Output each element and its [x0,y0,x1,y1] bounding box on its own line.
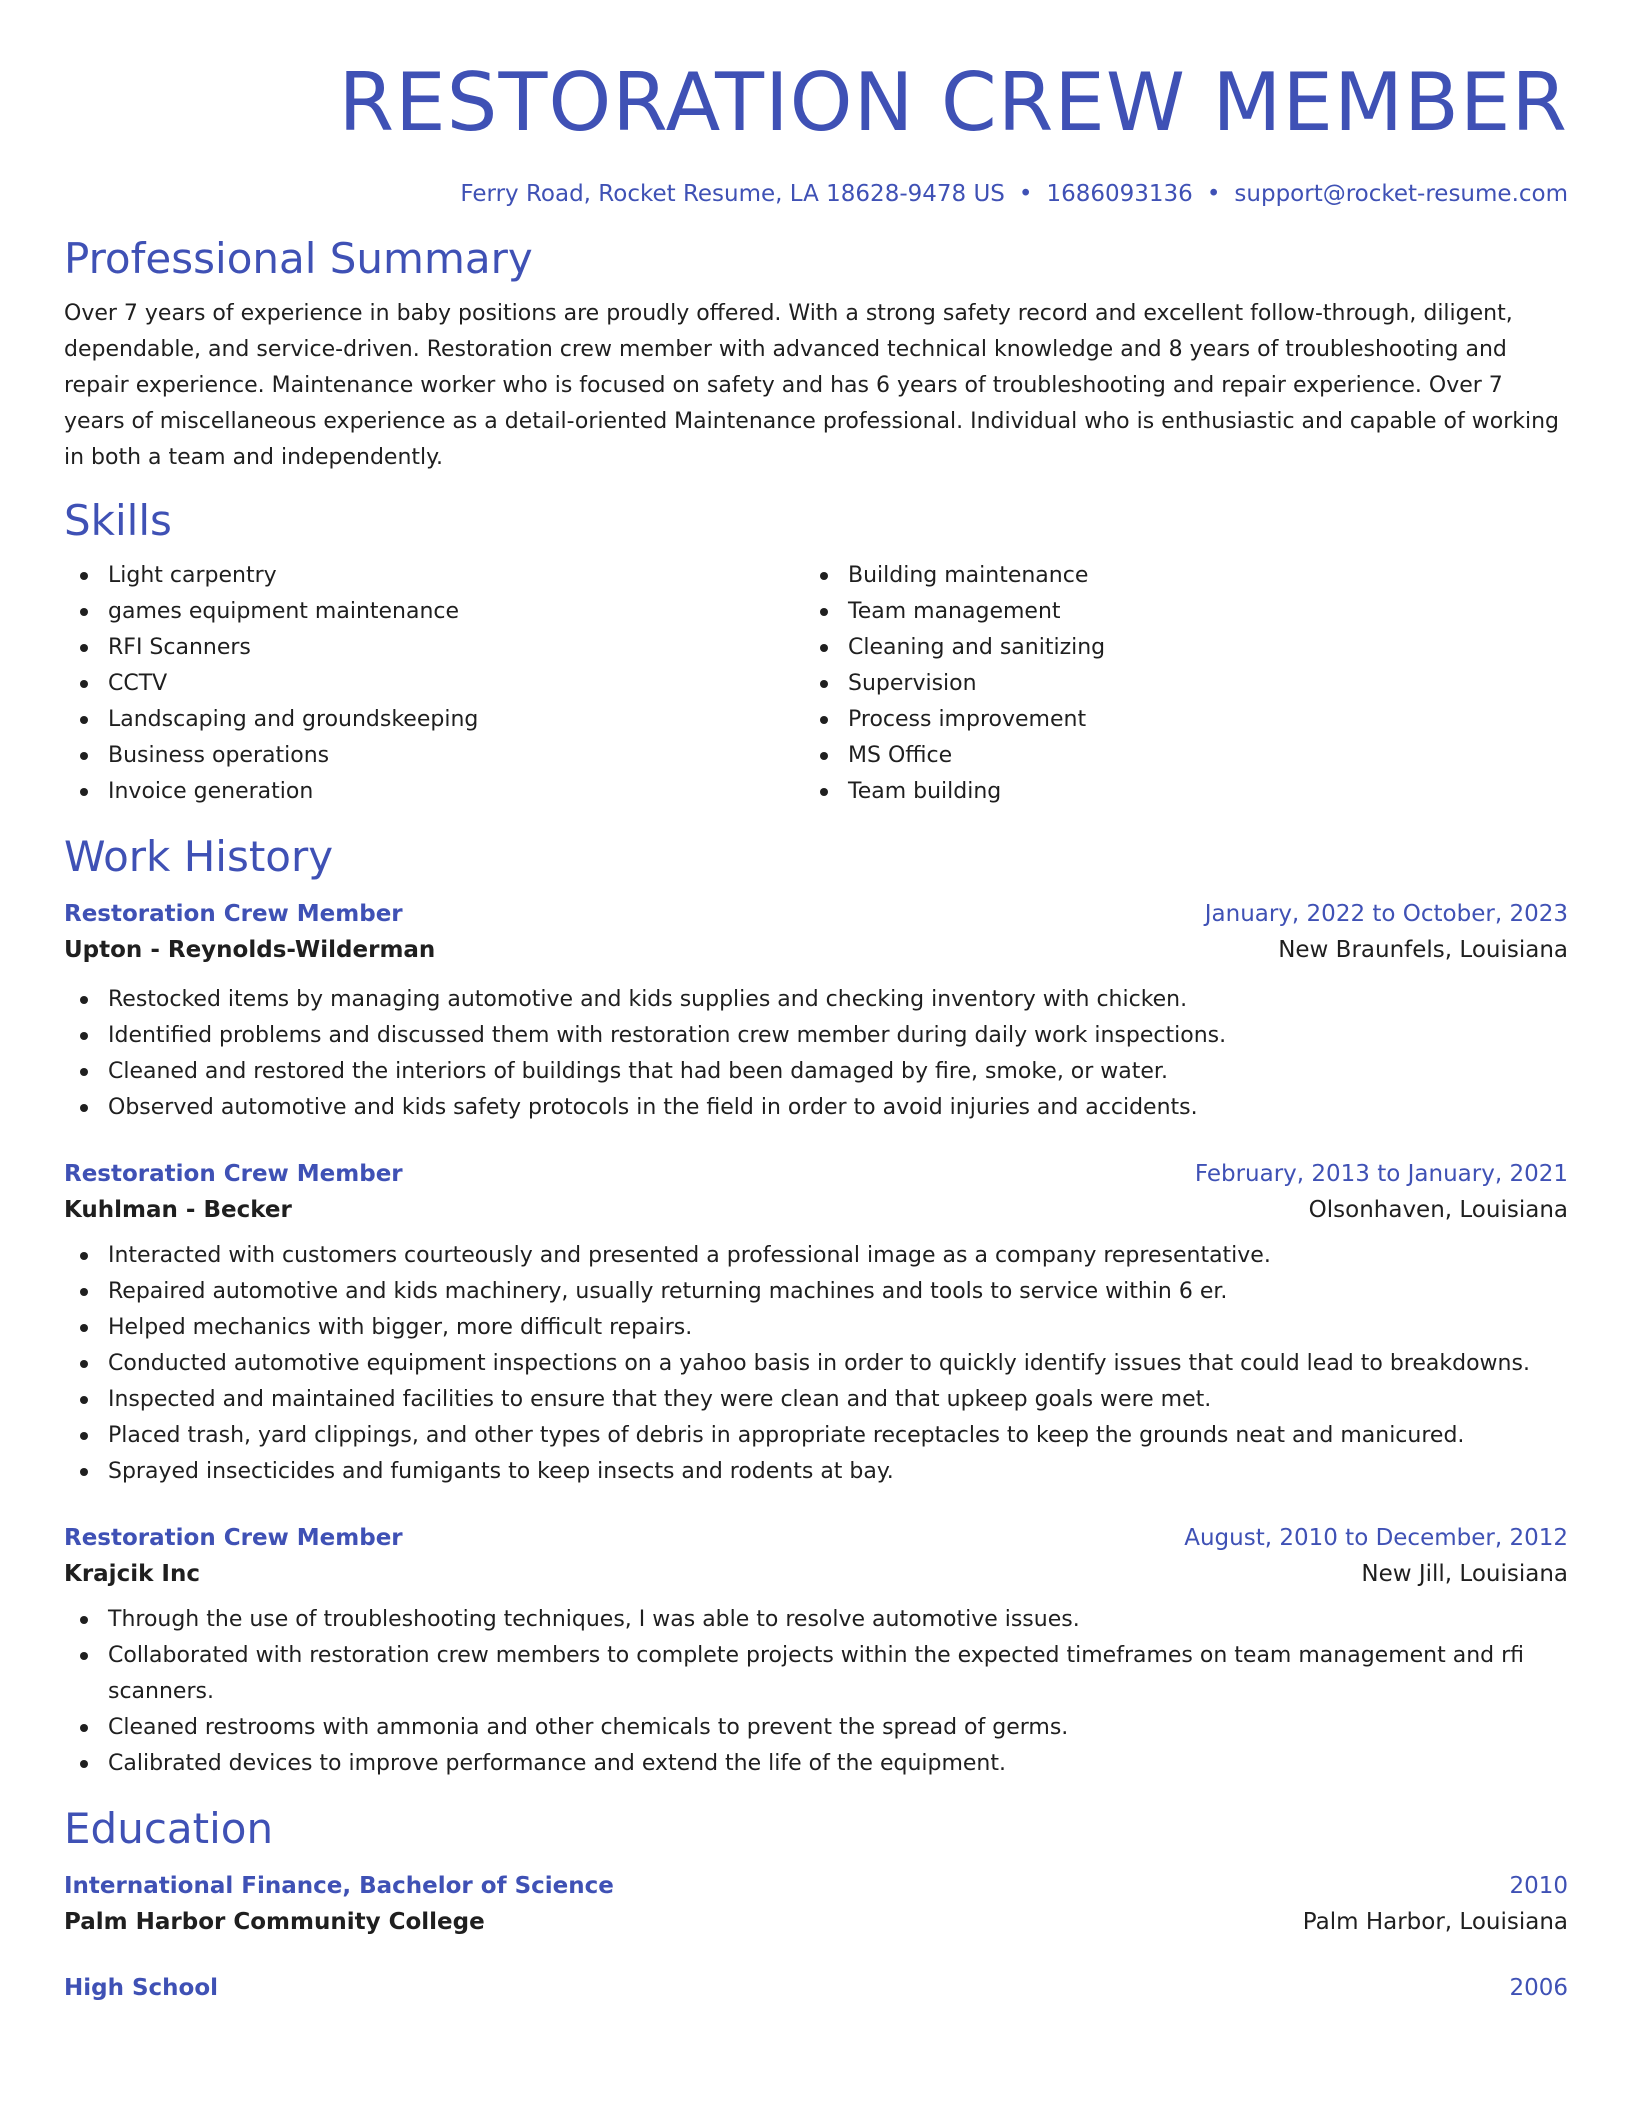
job-bullets [64,1602,1568,1782]
summary-section [64,232,1568,476]
skill-item: Cleaning and sanitizing [804,630,1544,666]
job-bullet: Cleaned and restored the interiors of buildings that had been damaged by fire, smoke, or water. [64,1054,1568,1090]
job-title: Restoration Crew Member [64,901,403,927]
contact-separator: • [1206,181,1221,207]
skills-left-column [64,558,804,810]
job-dates: August, 2010 to December, 2012 [1184,1525,1568,1551]
skills-right-column [804,558,1544,810]
skill-item: Invoice generation [64,774,804,810]
job-dates: January, 2022 to October, 2023 [1204,901,1568,927]
job-bullet: Repaired automotive and kids machinery, usually returning machines and tools to service within 6 er. [64,1274,1568,1310]
job-location: New Jill, Louisiana [1361,1561,1568,1587]
contact-email: support@rocket-resume.com [1234,181,1568,207]
job-header [64,896,1568,932]
job-company: Upton - Reynolds-Wilderman [64,937,436,963]
skill-item: Business operations [64,738,804,774]
skills-heading: Skills [64,496,172,545]
job-header [64,1156,1568,1192]
education-header [64,1970,1568,2006]
skill-item: Landscaping and groundskeeping [64,702,804,738]
education-location: Palm Harbor, Louisiana [1302,1909,1568,1935]
job-dates: February, 2013 to January, 2021 [1194,1161,1568,1187]
education-degree: International Finance, Bachelor of Science [64,1873,614,1899]
job-bullet: Placed trash, yard clippings, and other types of debris in appropriate receptacles to keep the grounds neat and manicured. [64,1418,1568,1454]
job-entry [64,1520,1568,1782]
job-header [64,1520,1568,1556]
contact-phone: 1686093136 [1046,181,1193,207]
education-heading: Education [64,1804,274,1853]
education-school: Palm Harbor Community College [64,1909,485,1935]
job-bullet: Helped mechanics with bigger, more difficult repairs. [64,1310,1568,1346]
job-company: Kuhlman - Becker [64,1197,292,1223]
job-company: Krajcik Inc [64,1561,200,1587]
job-bullet: Inspected and maintained facilities to ensure that they were clean and that upkeep goals were met. [64,1382,1568,1418]
job-title: Restoration Crew Member [64,1525,403,1551]
skill-item: Building maintenance [804,558,1544,594]
skill-item: Light carpentry [64,558,804,594]
job-subheader [64,1556,1568,1592]
job-location: Olsonhaven, Louisiana [1308,1197,1568,1223]
summary-text: Over 7 years of experience in baby positions are proudly offered. With a strong safety record and excellent follow-through, diligent, dependable, and service-driven. Restoration crew member with advanced technical knowledge and 8 years of troubleshooting and repair experience. Maintenance worker who is focused on safety and has 6 years of troubleshooting and repair experience. Over 7 years of miscellaneous experience as a detail-oriented Maintenance professional. Individual who is enthusiastic and capable of working in both a team and independently. [64,301,1560,470]
resume-title: RESTORATION CREW MEMBER [338,56,1568,149]
education-header [64,1868,1568,1904]
education-year: 2006 [1509,1975,1568,2001]
summary-heading: Professional Summary [64,234,533,283]
education-section [64,1802,1568,2006]
job-bullet: Identified problems and discussed them with restoration crew member during daily work inspections. [64,1018,1568,1054]
contact-separator: • [1018,181,1033,207]
education-entry [64,1868,1568,1940]
skill-item: Team management [804,594,1544,630]
skills-section [64,494,1568,810]
work-history-heading: Work History [64,832,334,881]
job-entry [64,896,1568,1126]
skill-item: Team building [804,774,1544,810]
skill-item: Supervision [804,666,1544,702]
job-bullet: Through the use of troubleshooting techniques, I was able to resolve automotive issues. [64,1602,1568,1638]
job-bullet: Observed automotive and kids safety protocols in the field in order to avoid injuries and accidents. [64,1090,1568,1126]
job-bullets [64,1238,1568,1490]
skill-item: games equipment maintenance [64,594,804,630]
job-subheader [64,932,1568,968]
skills-grid [64,558,1568,810]
job-bullets [64,982,1568,1126]
job-bullet: Sprayed insecticides and fumigants to keep insects and rodents at bay. [64,1454,1568,1490]
education-subheader [64,1904,1568,1940]
job-bullet: Calibrated devices to improve performance and extend the life of the equipment. [64,1746,1568,1782]
job-bullet: Interacted with customers courteously and presented a professional image as a company representative. [64,1238,1568,1274]
work-history-section [64,830,1568,1782]
contact-address: Ferry Road, Rocket Resume, LA 18628-9478 US [460,181,1005,207]
job-title: Restoration Crew Member [64,1161,403,1187]
job-bullet: Conducted automotive equipment inspections on a yahoo basis in order to quickly identify issues that could lead to breakdowns. [64,1346,1568,1382]
education-year: 2010 [1509,1873,1568,1899]
contact-line [64,178,1568,210]
education-entry [64,1970,1568,2006]
job-entry [64,1156,1568,1490]
job-bullet: Cleaned restrooms with ammonia and other chemicals to prevent the spread of germs. [64,1710,1568,1746]
skill-item: CCTV [64,666,804,702]
education-degree: High School [64,1975,219,2001]
job-bullet: Restocked items by managing automotive and kids supplies and checking inventory with chicken. [64,982,1568,1018]
skill-item: MS Office [804,738,1544,774]
job-subheader [64,1192,1568,1228]
job-location: New Braunfels, Louisiana [1278,937,1568,963]
job-bullet: Collaborated with restoration crew members to complete projects within the expected timeframes on team management and rfi scanners. [64,1638,1568,1710]
skill-item: Process improvement [804,702,1544,738]
skill-item: RFI Scanners [64,630,804,666]
